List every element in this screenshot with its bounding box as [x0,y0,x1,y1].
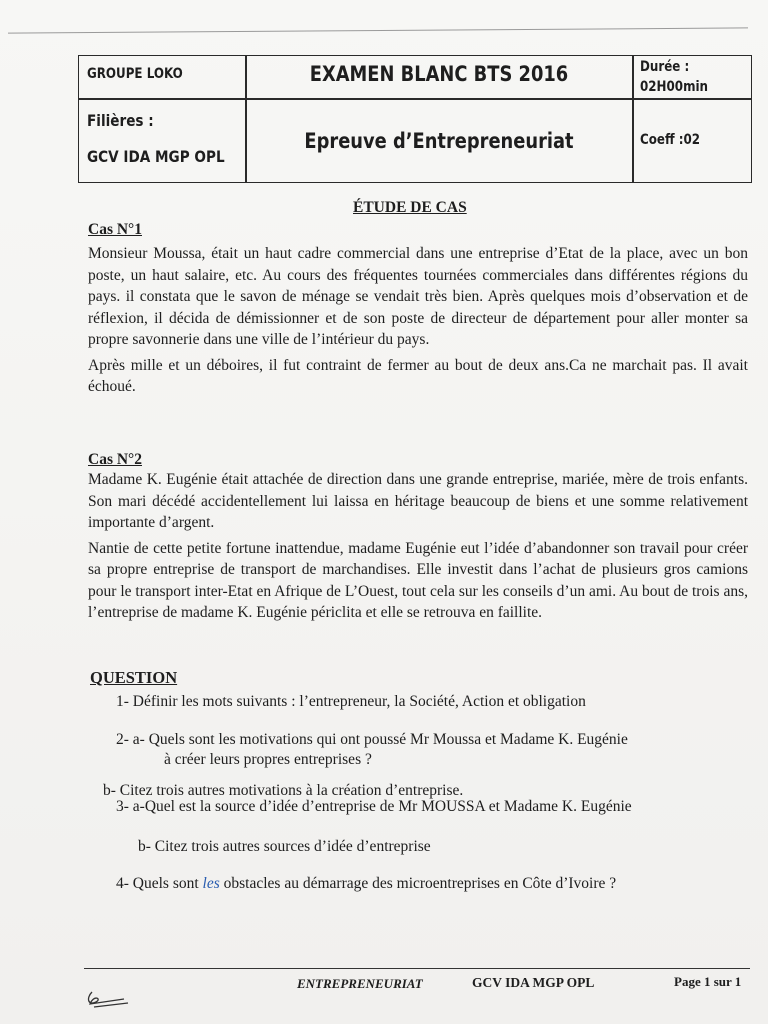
question-2b: b- Citez trois autres motivations à la création d’entreprise. [103,782,464,799]
case1-paragraph: Après mille et un déboires, il fut contraint de fermer au bout de deux ans.Ca ne marchait pas. Il avait échoué. [88,356,748,395]
header-table [78,55,752,183]
question-2a-cont: à créer leurs propres entreprises ? [164,751,372,768]
epreuve-title: Epreuve d’Entrepreneuriat [304,129,574,153]
footer-filieres: GCV IDA MGP OPL [472,975,595,990]
group-name: GROUPE LOKO [87,66,183,82]
question-4 [116,873,616,894]
questions-title: QUESTION [90,668,178,687]
case1-paragraph: Monsieur Moussa, était un haut cadre commercial dans une entreprise d’Etat de la place, avec un bon poste, un haut salaire, etc. Au cours des fréquentes tournées commerciales dans différentes régions du pays. il constata que le savon de ménage se vendait très bien. Après quelques mois d’observation et de réflexion, il décida de démissionner et de son poste de directeur de département pour aller monter sa propre savonnerie dans une ville de l’intérieur du pays. [88,245,748,348]
case2-paragraph: Madame K. Eugénie était attachée de direction dans une grande entreprise, mariée, mère de trois enfants. Son mari décédé accidentellement lui laissa en héritage beaucoup de biens et une somme relativement importante d’argent. [88,471,748,531]
header-divider [632,56,634,182]
question-4-start: 4- Quels sont [116,875,203,892]
question-4-end: obstacles au démarrage des microentreprises en Côte d’Ivoire ? [219,875,617,892]
coefficient: Coeff :02 [640,132,701,148]
case2-title: Cas N°2 [88,451,142,468]
case2-text [88,469,748,624]
filieres-label: Filières : [87,111,154,130]
exam-title: EXAMEN BLANC BTS 2016 [309,62,569,86]
question-3a: 3- a-Quel est la source d’idée d’entreprise de Mr MOUSSA et Madame K. Eugénie [116,798,632,815]
section-title: ÉTUDE DE CAS [353,199,467,216]
question-1: 1- Définir les mots suivants : l’entrepreneur, la Société, Action et obligation [116,693,586,710]
case2-paragraph: Nantie de cette petite fortune inattendue, madame Eugénie eut l’idée d’abandonner son travail pour créer sa propre entreprise de transport de marchandises. Elle investit dans l’achat de plusieurs gros camions pour le transport inter-Etat en Afrique de L’Ouest, tout cela sur les conseils d’un ami. Au bout de trois ans, l’entreprise de madame K. Eugénie périclita et elle se retrouva en faillite. [88,539,748,621]
header-divider [632,98,751,100]
duration-label: Durée : [640,59,690,75]
header-divider [245,98,633,100]
footer-subject: ENTREPRENEURIAT [297,976,423,991]
paper-edge-line [8,27,748,33]
header-divider [245,56,247,182]
duration-value: 02H00min [640,79,709,95]
header-divider [79,98,247,100]
handwritten-correction: les [202,875,220,892]
case1-title: Cas N°1 [88,221,142,238]
question-2a: 2- a- Quels sont les motivations qui ont poussé Mr Moussa et Madame K. Eugénie [116,731,628,748]
filieres-value: GCV IDA MGP OPL [87,147,225,166]
footer-rule [84,968,750,969]
signature-mark [84,986,134,1012]
footer-page-number: Page 1 sur 1 [674,974,742,989]
case1-text [88,243,748,398]
question-3b: b- Citez trois autres sources d’idée d’entreprise [138,838,431,855]
